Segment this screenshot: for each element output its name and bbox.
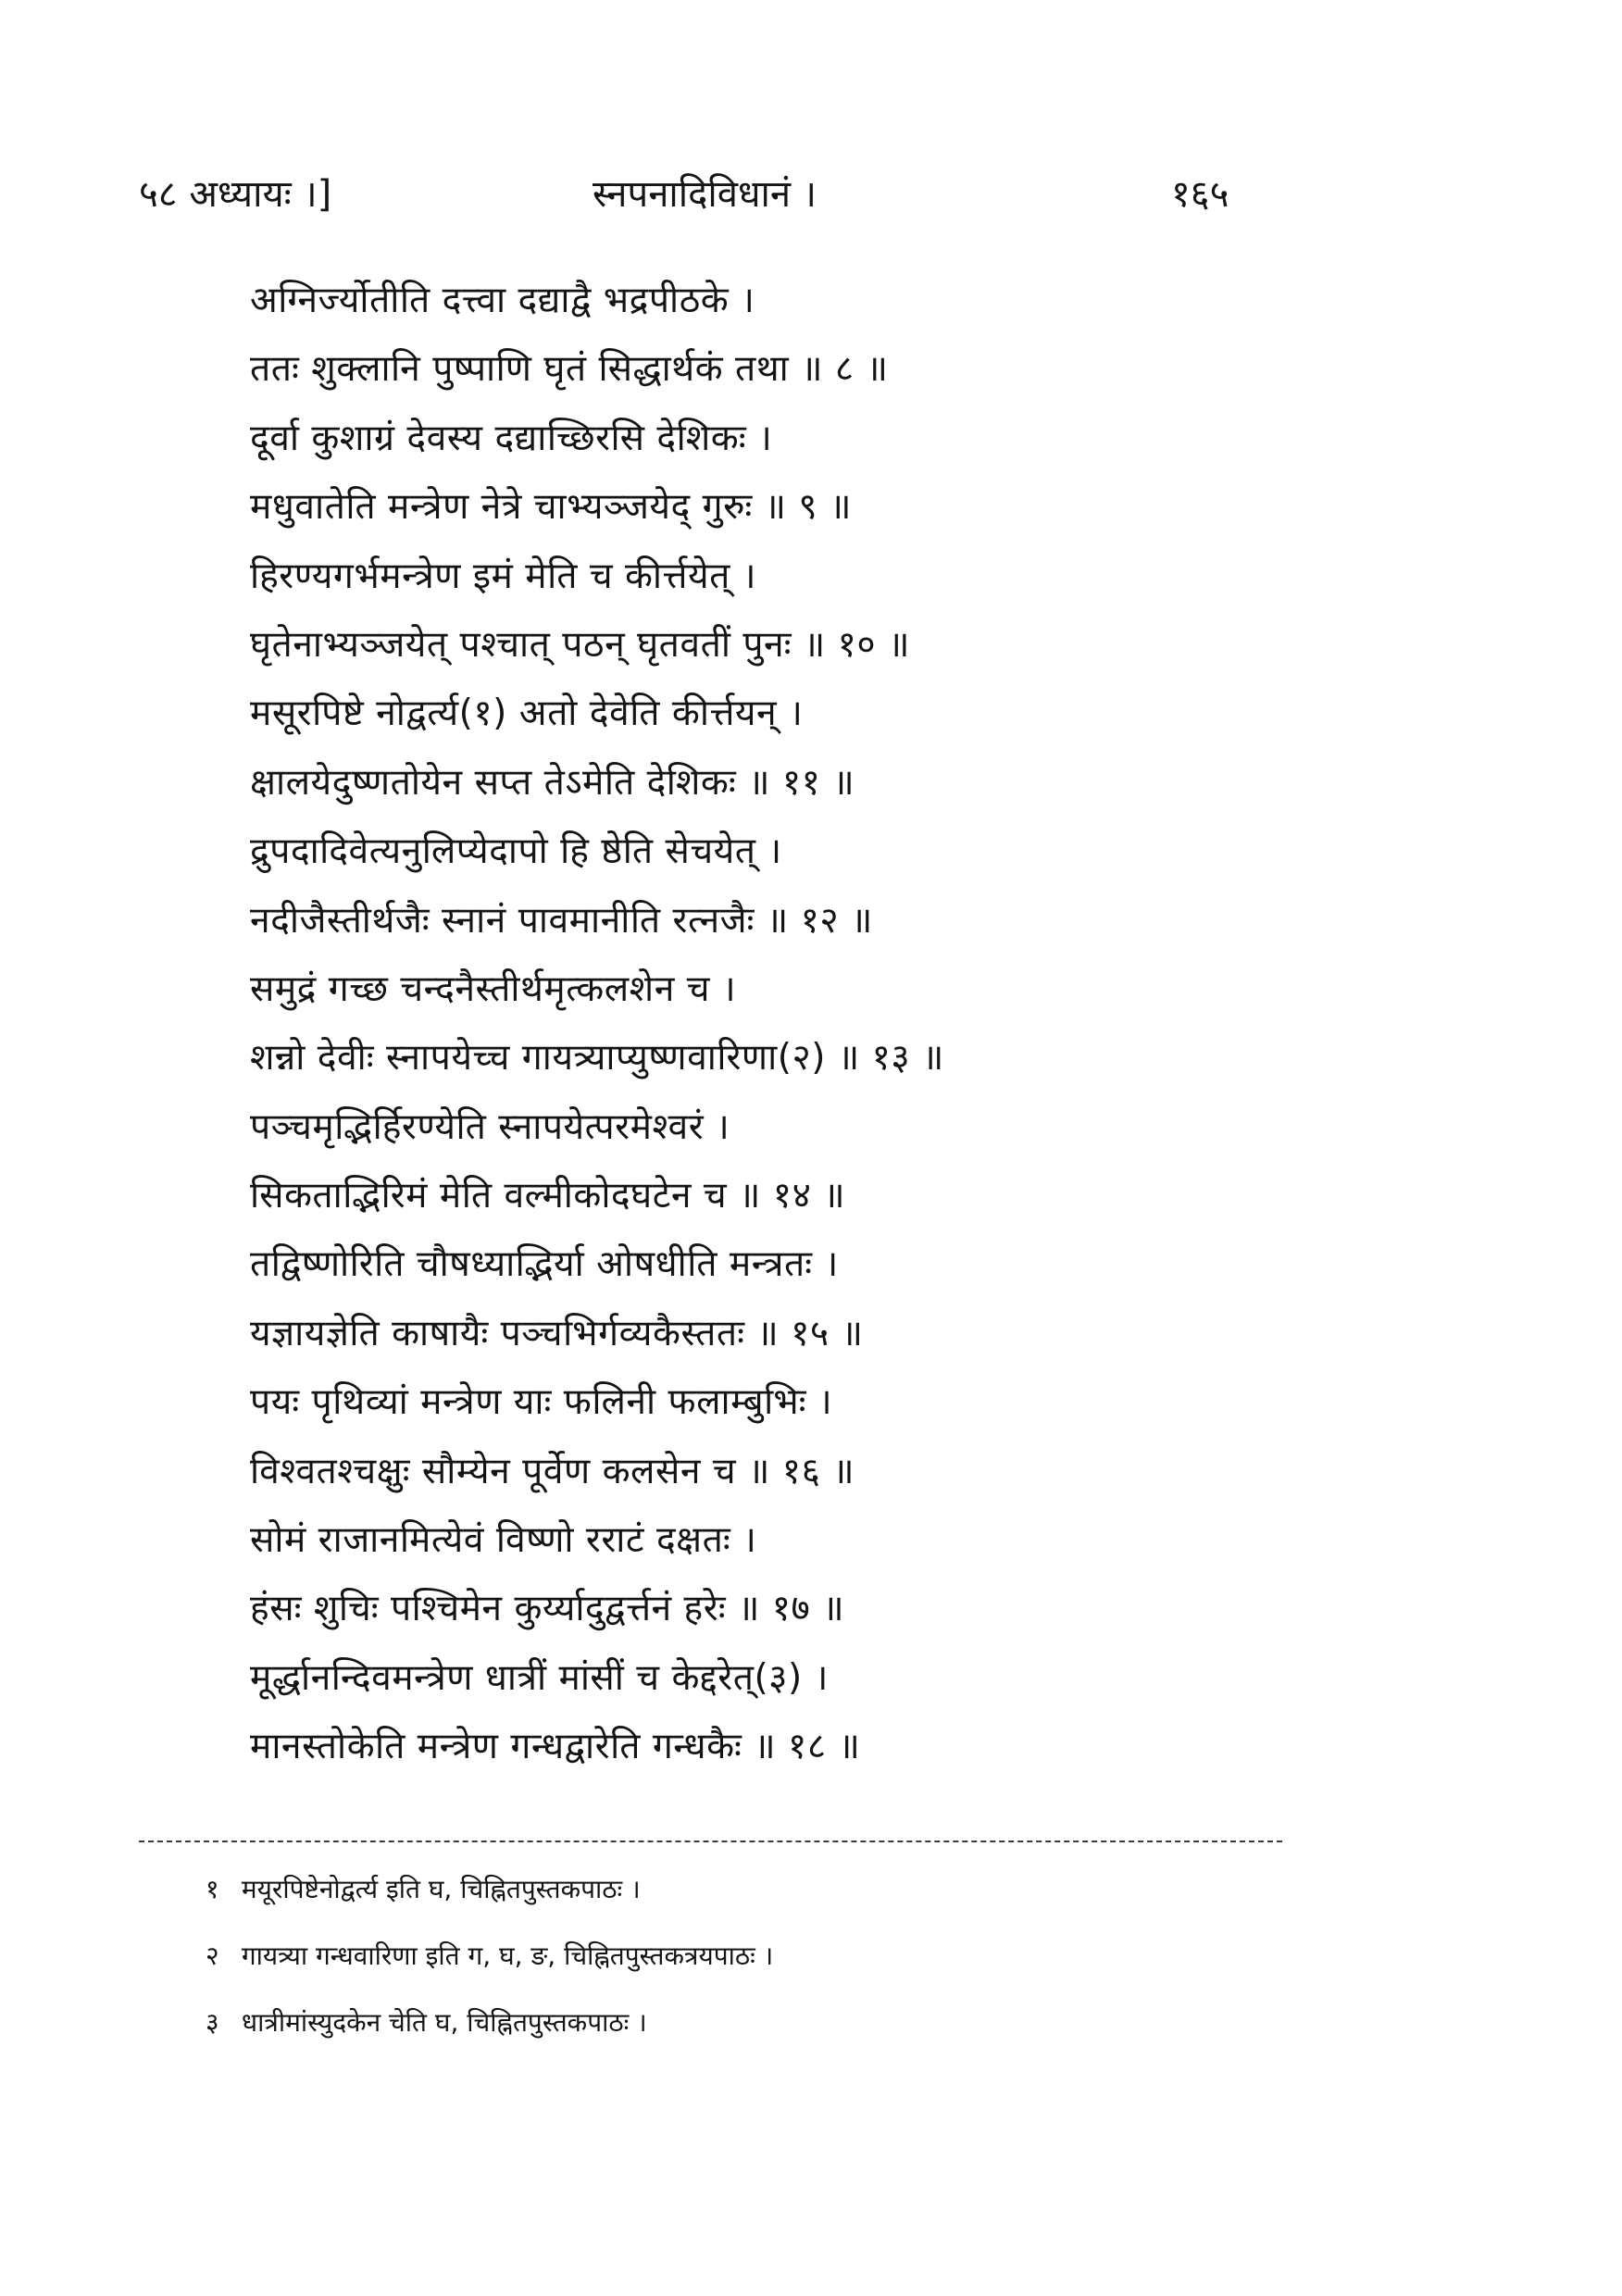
verse-line: सिकताद्भिरिमं मेति वल्मीकोदघटेन च ॥ १४ ॥: [250, 1175, 846, 1217]
footnote-divider: [139, 1841, 1282, 1842]
verse-line: मधुवातेति मन्त्रेण नेत्रे चाभ्यञ्जयेद् गुरुः ॥ ९ ॥: [250, 486, 852, 529]
section-title: स्नपनादिविधानं ।: [593, 173, 817, 216]
verse-line: दूर्वा कुशाग्रं देवस्य दद्याच्छिरसि देशिकः ।: [250, 417, 773, 459]
footnote-2: [206, 1923, 1409, 1990]
verse-line: हिरण्यगर्भमन्त्रेण इमं मेति च कीर्त्तयेत् ।: [250, 555, 757, 597]
verse-line: ततः शुक्लानि पुष्पाणि घृतं सिद्धार्थकं तथा ॥ ८ ॥: [250, 348, 889, 391]
page-header: [0, 156, 1622, 230]
verse-line: घृतेनाभ्यञ्जयेत् पश्चात् पठन् घृतवतीं पुनः ॥ १० ॥: [250, 623, 910, 666]
footnote-number: २: [206, 1940, 219, 1971]
verse-line: क्षालयेदुष्णतोयेन सप्त तेऽमेति देशिकः ॥ ११ ॥: [250, 761, 855, 804]
footnote-number: ३: [206, 2007, 219, 2038]
footnote-text: धात्रीमांस्युदकेन चेति घ, चिह्नितपुस्तकपाठः ।: [241, 2007, 647, 2038]
verse-line: तद्विष्णोरिति चौषध्याद्भिर्या ओषधीति मन्त्रतः ।: [250, 1243, 839, 1286]
verse-line: यज्ञायज्ञेति काषायैः पञ्चभिर्गव्यकैस्ततः ॥ १५ ॥: [250, 1312, 864, 1354]
chapter-label: ५८ अध्यायः ।]: [139, 173, 332, 216]
verse-line: मूर्द्धानन्दिवमन्त्रेण धात्रीं मांसीं च केद्दरेत्(३) ।: [250, 1656, 829, 1699]
verse-line: अग्निर्ज्योतीति दत्त्वा दद्याद्वै भद्रपीठके ।: [250, 280, 755, 321]
verse-block: [250, 267, 1454, 1782]
verse-line: मसूरपिष्टे नोद्वर्त्य(१) अतो देवेति कीर्त्तयन् ।: [250, 693, 804, 735]
verse-line: हंसः शुचिः पश्चिमेन कुर्य्यादुद्वर्त्तनं हरेः ॥ १७ ॥: [250, 1588, 845, 1630]
verse-line: पयः पृथिव्यां मन्त्रेण याः फलिनी फलाम्बुभिः ।: [250, 1381, 833, 1424]
verse-line: पञ्चमृद्भिर्हिरण्येति स्नापयेत्परमेश्वरं ।: [250, 1105, 730, 1148]
verse-line: मानस्तोकेति मन्त्रेण गन्धद्वारेति गन्धकैः ॥ १८ ॥: [250, 1726, 861, 1768]
footnote-text: गायत्र्या गन्धवारिणा इति ग, घ, ङ, चिह्नितपुस्तकत्रयपाठः ।: [241, 1940, 774, 1971]
verse-line: द्रुपदादिवेत्यनुलिप्येदापो हि ष्ठेति सेचयेत् ।: [250, 830, 782, 873]
footnotes: [206, 1856, 1409, 2056]
footnote-number: १: [206, 1874, 219, 1904]
verse-line: शन्नो देवीः स्नापयेच्च गायत्र्याप्युष्णवारिणा(२) ॥ १३ ॥: [250, 1037, 944, 1079]
verse-line: सोमं राजानमित्येवं विष्णो रराटं दक्षतः ।: [250, 1519, 757, 1562]
page-number: १६५: [1171, 173, 1229, 216]
footnote-3: [206, 1990, 1409, 2056]
footnote-text: मयूरपिष्टेनोद्वर्त्य इति घ, चिह्नितपुस्तकपाठः ।: [241, 1874, 641, 1904]
verse-line: विश्वतश्चक्षुः सौम्येन पूर्वेण कलसेन च ॥ १६ ॥: [250, 1450, 855, 1492]
verse-line: समुद्रं गच्छ चन्दनैस्तीर्थमृत्कलशेन च ।: [250, 967, 737, 1010]
verse-line: नदीजैस्तीर्थजैः स्नानं पावमानीति रत्नजैः ॥ १२ ॥: [250, 899, 873, 942]
footnote-1: [206, 1856, 1409, 1923]
